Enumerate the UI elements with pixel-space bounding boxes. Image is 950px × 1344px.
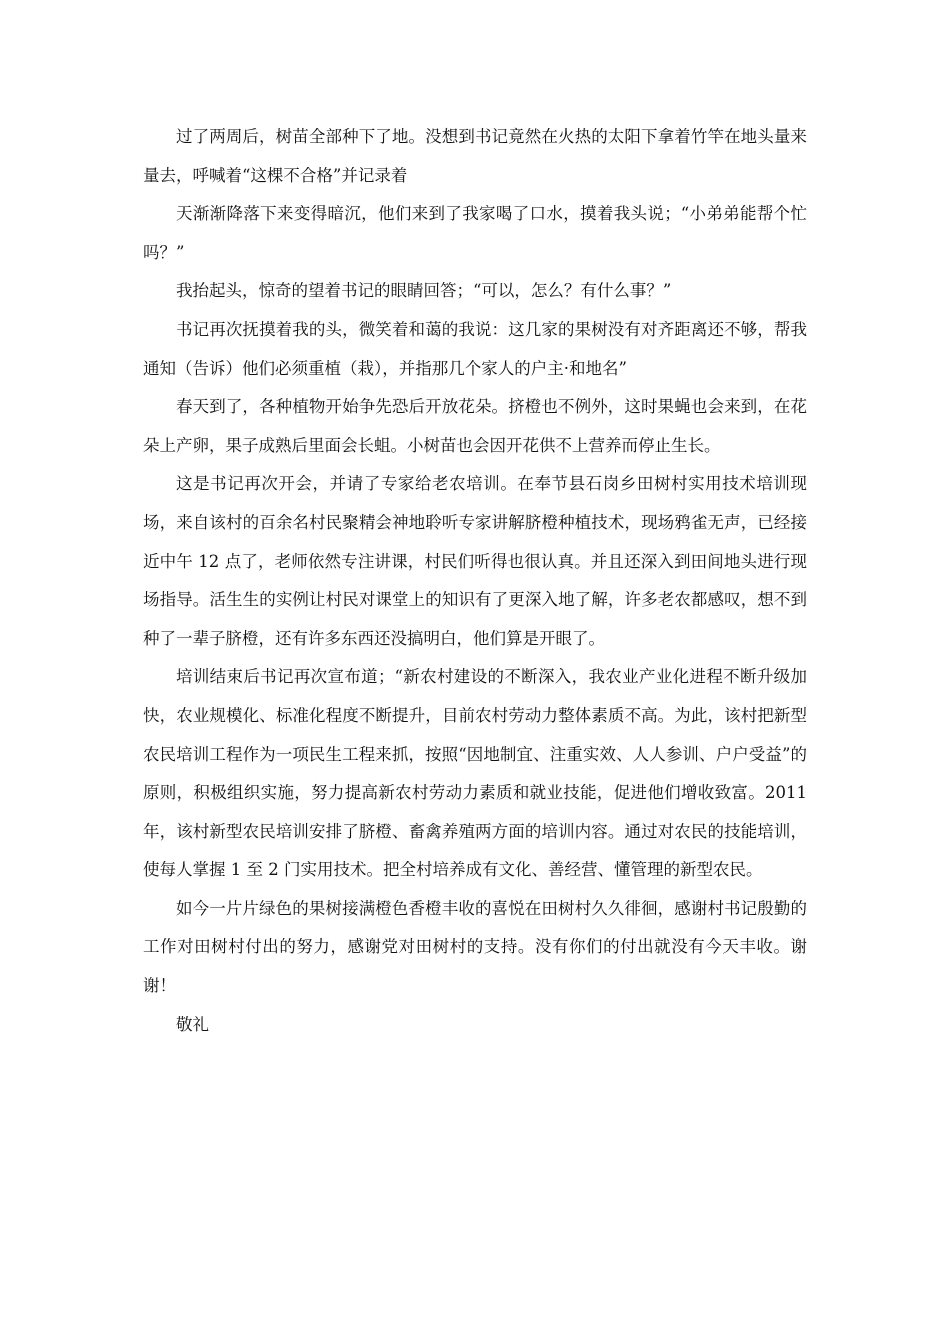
document-body	[143, 118, 807, 1044]
paragraph-4: 书记再次抚摸着我的头，微笑着和蔼的我说：这几家的果树没有对齐距离还不够，帮我通知（告诉）他们必须重植（栽），并指那几个家人的户主·和地名”	[143, 319, 807, 378]
paragraph-6: 这是书记再次开会，并请了专家给老农培训。在奉节县石岗乡田树村实用技术培训现场，来自该村的百余名村民聚精会神地聆听专家讲解脐橙种植技术，现场鸦雀无声，已经接近中午 12 点了，老师依然专注讲课，村民们听得也很认真。并且还深入到田间地头进行现场指导。活生生的实例让村民对课堂上的知识有了更深入地了解，许多老农都感叹，想不到种了一辈子脐橙，还有许多东西还没搞明白，他们算是开眼了。	[143, 474, 807, 648]
closing-salutation: 敬礼	[176, 1014, 209, 1034]
paragraph-7: 培训结束后书记再次宣布道；“新农村建设的不断深入，我农业产业化进程不断升级加快，农业规模化、标准化程度不断提升，目前农村劳动力整体素质不高。为此，该村把新型农民培训工程作为一项民生工程来抓，按照“因地制宜、注重实效、人人参训、户户受益”的原则，积极组织实施，努力提高新农村劳动力素质和就业技能，促进他们增收致富。2011 年，该村新型农民培训安排了脐橙、畜禽养殖两方面的培训内容。通过对农民的技能培训，使每人掌握 1 至 2 门实用技术。把全村培养成有文化、善经营、懂管理的新型农民。	[143, 667, 807, 880]
paragraph-2: 天渐渐降落下来变得暗沉，他们来到了我家喝了口水，摸着我头说；“小弟弟能帮个忙吗？”	[143, 204, 807, 262]
paragraph-3: 我抬起头，惊奇的望着书记的眼睛回答；“可以，怎么？有什么事？”	[176, 281, 672, 301]
paragraph-8: 如今一片片绿色的果树接满橙色香橙丰收的喜悦在田树村久久徘徊，感谢村书记殷勤的工作对田树村付出的努力，感谢党对田树村的支持。没有你们的付出就没有今天丰收。谢谢！	[143, 898, 807, 996]
paragraph-5: 春天到了，各种植物开始争先恐后开放花朵。挤橙也不例外，这时果蝇也会来到，在花朵上产卵，果子成熟后里面会长蛆。小树苗也会因开花供不上营养而停止生长。	[143, 397, 807, 455]
paragraph-1: 过了两周后，树苗全部种下了地。没想到书记竟然在火热的太阳下拿着竹竿在地头量来量去，呼喊着“这棵不合格”并记录着	[143, 127, 807, 185]
